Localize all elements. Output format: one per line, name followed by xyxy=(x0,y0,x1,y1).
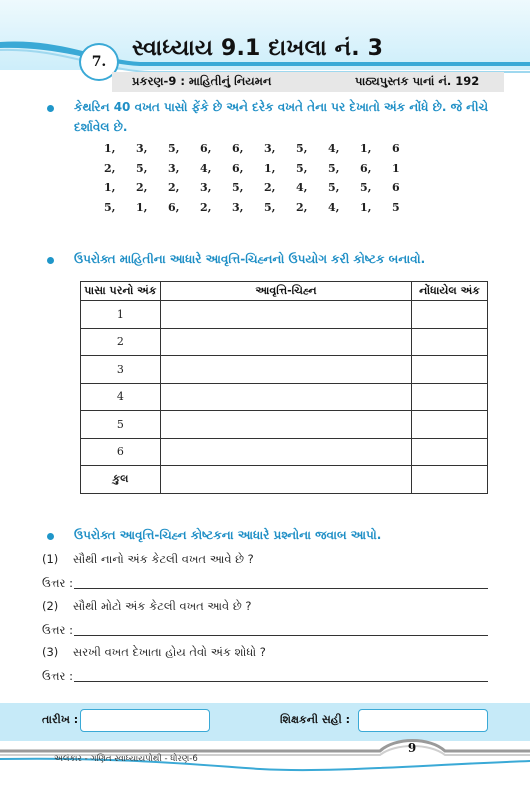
data-value: 1, xyxy=(136,200,148,214)
data-value: 5, xyxy=(328,161,340,175)
data-value: 6 xyxy=(392,181,400,194)
data-value: 3, xyxy=(168,161,180,175)
data-value: 3, xyxy=(136,142,148,155)
data-value: 2, xyxy=(168,181,180,194)
frequency-cell[interactable] xyxy=(412,383,488,411)
tally-cell[interactable] xyxy=(160,438,411,466)
tally-cell[interactable] xyxy=(160,466,411,494)
column-header-frequency: નોંધાયેલ અંક xyxy=(412,282,488,301)
data-value: 3, xyxy=(232,200,244,214)
data-value: 1, xyxy=(360,200,372,214)
data-value: 5, xyxy=(168,142,180,155)
frequency-cell[interactable] xyxy=(412,301,488,329)
frequency-cell[interactable] xyxy=(412,328,488,356)
data-value: 5, xyxy=(264,200,276,214)
tally-cell[interactable] xyxy=(160,411,411,439)
tally-cell[interactable] xyxy=(160,383,411,411)
tally-cell[interactable] xyxy=(160,301,411,329)
chapter-label: પ્રકરણ-9 : માહિતીનું નિયમન xyxy=(132,74,272,88)
data-value: 5, xyxy=(104,200,116,214)
sub-question-number: (3) xyxy=(42,645,59,659)
table-total-row xyxy=(81,466,488,494)
bullet-icon xyxy=(47,533,54,540)
answer-line[interactable] xyxy=(74,680,488,682)
tally-cell[interactable] xyxy=(160,356,411,384)
data-value: 6, xyxy=(232,142,244,155)
data-value: 6, xyxy=(360,161,372,175)
bullet-icon xyxy=(47,105,54,112)
column-header-tally: આવૃત્તિ-ચિહ્ન xyxy=(160,282,411,301)
question-2-text: ઉપરોક્ત માહિતીના આધારે આવૃત્તિ-ચિહ્નનો ઉપયોગ કરી કોષ્ટક બનાવો. xyxy=(74,252,426,266)
data-value: 4, xyxy=(328,142,340,155)
data-value: 2, xyxy=(200,200,212,214)
data-value: 1, xyxy=(264,161,276,175)
data-value: 1 xyxy=(392,161,400,175)
table-row xyxy=(81,411,488,439)
tally-cell[interactable] xyxy=(160,328,411,356)
frequency-cell[interactable] xyxy=(412,411,488,439)
date-label: તારીખ : xyxy=(42,713,79,726)
row-label: 6 xyxy=(81,438,161,466)
row-label: 4 xyxy=(81,383,161,411)
data-row xyxy=(104,162,424,182)
table-row xyxy=(81,301,488,329)
answer-line[interactable] xyxy=(74,634,488,636)
row-label: 1 xyxy=(81,301,161,329)
answer-label: ઉત્તર : xyxy=(42,669,73,683)
data-value: 5, xyxy=(328,181,340,194)
frequency-cell[interactable] xyxy=(412,438,488,466)
page-number: 9 xyxy=(407,741,417,755)
series-label: અલંકાર - ગણિત સ્વાધ્યાયપોથી - ધોરણ-6 xyxy=(54,754,198,764)
data-value: 4, xyxy=(296,181,308,194)
data-value: 6, xyxy=(200,142,212,155)
data-value: 5 xyxy=(392,200,400,214)
textbook-page-ref: પાઠ્યપુસ્તક પાનાં નં. 192 xyxy=(355,74,480,88)
teacher-signature-field[interactable] xyxy=(358,709,488,732)
sub-question-number: (1) xyxy=(42,552,59,566)
teacher-signature-label: શિક્ષકની સહી : xyxy=(280,713,350,726)
data-value: 5, xyxy=(360,181,372,194)
table-row xyxy=(81,356,488,384)
frequency-cell[interactable] xyxy=(412,356,488,384)
dice-results-grid xyxy=(104,142,424,220)
footer-curve xyxy=(0,735,530,795)
table-header-row xyxy=(81,282,488,301)
data-value: 4, xyxy=(328,200,340,214)
data-value: 4, xyxy=(200,161,212,175)
data-value: 2, xyxy=(136,181,148,194)
data-value: 2, xyxy=(296,200,308,214)
data-value: 3, xyxy=(200,181,212,194)
sub-question-2 xyxy=(42,599,252,614)
sub-question-text: સૌથી નાનો અંક કેટલી વખત આવે છે ? xyxy=(72,552,254,566)
answer-label: ઉત્તર : xyxy=(42,576,73,590)
data-value: 2, xyxy=(264,181,276,194)
answer-label: ઉત્તર : xyxy=(42,623,73,637)
question-1-text: કેથરિન 40 વખત પાસો ફેંકે છે અને દરેક વખતે તેના પર દેખાતો અંક નોંધે છે. જે નીચે દર્શાવેલ છે. xyxy=(74,100,489,134)
sub-question-text: સરખી વખત દેખાતા હોય તેવો અંક શોધો ? xyxy=(72,645,266,659)
date-field[interactable] xyxy=(80,709,210,732)
data-value: 2, xyxy=(104,161,116,175)
sub-question-1 xyxy=(42,552,254,567)
data-row xyxy=(104,142,424,162)
data-value: 6, xyxy=(168,200,180,214)
data-value: 5, xyxy=(136,161,148,175)
question-3-text: ઉપરોક્ત આવૃત્તિ-ચિહ્ન કોષ્ટકના આધારે પ્રશ્નોના જવાબ આપો. xyxy=(74,528,382,542)
table-row xyxy=(81,328,488,356)
data-value: 5, xyxy=(232,181,244,194)
sub-question-3 xyxy=(42,645,266,660)
total-label: કુલ xyxy=(81,466,161,494)
data-row xyxy=(104,201,424,221)
data-value: 6 xyxy=(392,142,400,155)
row-label: 2 xyxy=(81,328,161,356)
exercise-number-badge: 7. xyxy=(79,43,119,81)
row-label: 3 xyxy=(81,356,161,384)
data-value: 3, xyxy=(264,142,276,155)
data-value: 6, xyxy=(232,161,244,175)
answer-line[interactable] xyxy=(74,587,488,589)
table-row xyxy=(81,383,488,411)
row-label: 5 xyxy=(81,411,161,439)
data-value: 1, xyxy=(104,181,116,194)
frequency-cell[interactable] xyxy=(412,466,488,494)
data-value: 5, xyxy=(296,161,308,175)
sub-question-number: (2) xyxy=(42,599,59,613)
table-row xyxy=(81,438,488,466)
data-value: 1, xyxy=(104,142,116,155)
sub-question-text: સૌથી મોટો અંક કેટલી વખત આવે છે ? xyxy=(72,599,252,613)
column-header-die-number: પાસા પરનો અંક xyxy=(81,282,161,301)
data-row xyxy=(104,181,424,201)
tally-table xyxy=(80,281,488,494)
data-value: 1, xyxy=(360,142,372,155)
data-value: 5, xyxy=(296,142,308,155)
bullet-icon xyxy=(47,257,54,264)
page-title: સ્વાધ્યાય 9.1 દાખલા નં. 3 xyxy=(132,36,384,61)
